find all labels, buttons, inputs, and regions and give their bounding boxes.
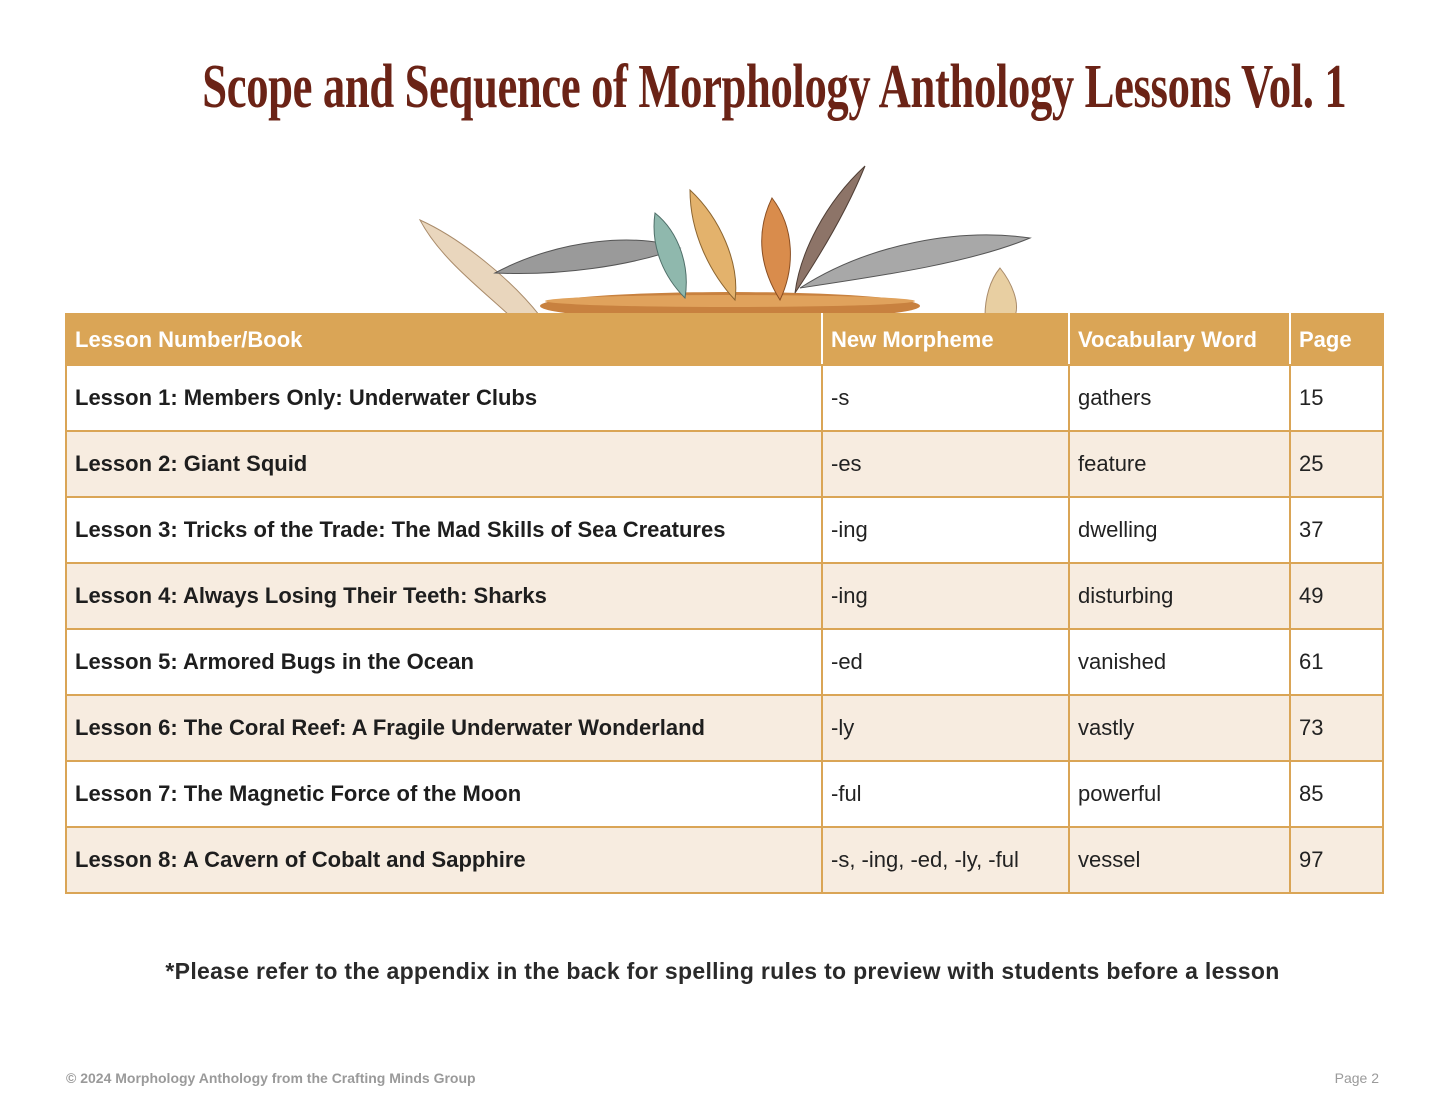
feathers-illustration: [400, 158, 1040, 316]
feather-teal: [654, 213, 686, 298]
table-header-row: [66, 314, 1383, 365]
lesson-book-cell: Lesson 5: Armored Bugs in the Ocean: [66, 629, 822, 695]
vocabulary-cell: powerful: [1069, 761, 1290, 827]
table-row: [66, 629, 1383, 695]
lesson-book-cell: Lesson 2: Giant Squid: [66, 431, 822, 497]
morpheme-cell: -es: [822, 431, 1069, 497]
vocabulary-cell: dwelling: [1069, 497, 1290, 563]
table-row: [66, 431, 1383, 497]
vocabulary-cell: vanished: [1069, 629, 1290, 695]
morpheme-cell: -ful: [822, 761, 1069, 827]
vocabulary-cell: feature: [1069, 431, 1290, 497]
page-cell: 37: [1290, 497, 1383, 563]
table-row: [66, 695, 1383, 761]
morpheme-cell: -ing: [822, 497, 1069, 563]
page-cell: 61: [1290, 629, 1383, 695]
page-number: Page 2: [1334, 1070, 1379, 1086]
morpheme-cell: -s, -ing, -ed, -ly, -ful: [822, 827, 1069, 893]
table-row: [66, 365, 1383, 431]
copyright-footer: © 2024 Morphology Anthology from the Crafting Minds Group: [66, 1070, 476, 1086]
page-cell: 97: [1290, 827, 1383, 893]
lesson-book-cell: Lesson 4: Always Losing Their Teeth: Sharks: [66, 563, 822, 629]
vocabulary-cell: disturbing: [1069, 563, 1290, 629]
lessons-table: [65, 313, 1384, 894]
table-row: [66, 497, 1383, 563]
lesson-book-cell: Lesson 8: A Cavern of Cobalt and Sapphire: [66, 827, 822, 893]
lesson-book-cell: Lesson 1: Members Only: Underwater Clubs: [66, 365, 822, 431]
header-new-morpheme: New Morpheme: [822, 314, 1069, 365]
feather-small-right: [985, 268, 1017, 316]
page-cell: 15: [1290, 365, 1383, 431]
lesson-book-cell: Lesson 3: Tricks of the Trade: The Mad Skills of Sea Creatures: [66, 497, 822, 563]
table-row: [66, 827, 1383, 893]
morpheme-cell: -ed: [822, 629, 1069, 695]
page-cell: 85: [1290, 761, 1383, 827]
header-page: Page: [1290, 314, 1383, 365]
table-row: [66, 761, 1383, 827]
page-cell: 49: [1290, 563, 1383, 629]
header-vocabulary-word: Vocabulary Word: [1069, 314, 1290, 365]
vocabulary-cell: vessel: [1069, 827, 1290, 893]
vocabulary-cell: vastly: [1069, 695, 1290, 761]
feather-gray-left: [495, 240, 680, 274]
lesson-book-cell: Lesson 7: The Magnetic Force of the Moon: [66, 761, 822, 827]
morpheme-cell: -ing: [822, 563, 1069, 629]
morpheme-cell: -ly: [822, 695, 1069, 761]
table-row: [66, 563, 1383, 629]
feather-tan: [690, 190, 736, 300]
lesson-book-cell: Lesson 6: The Coral Reef: A Fragile Underwater Wonderland: [66, 695, 822, 761]
morpheme-cell: -s: [822, 365, 1069, 431]
vocabulary-cell: gathers: [1069, 365, 1290, 431]
header-lesson-book: Lesson Number/Book: [66, 314, 822, 365]
spelling-rules-note: *Please refer to the appendix in the back for spelling rules to preview with students before a lesson: [165, 958, 1280, 984]
page-cell: 25: [1290, 431, 1383, 497]
feather-orange: [762, 198, 791, 300]
page-title: Scope and Sequence of Morphology Anthology Lessons Vol. 1: [202, 53, 1347, 121]
page-cell: 73: [1290, 695, 1383, 761]
